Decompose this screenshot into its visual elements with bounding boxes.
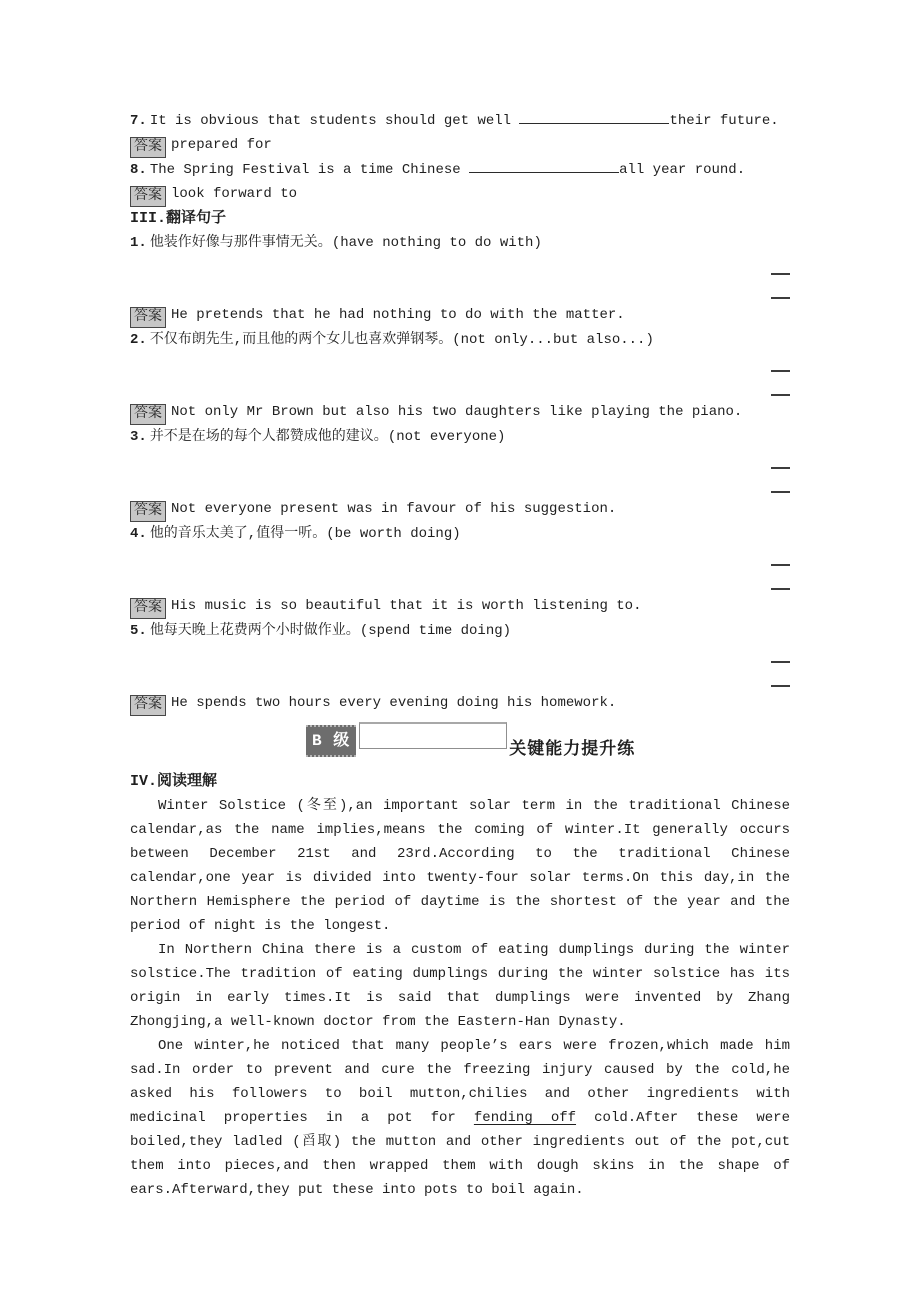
fill-blank-question-8 [130, 158, 790, 182]
answer-writing-line [130, 643, 790, 667]
prompt-chinese: 他装作好像与那件事情无关。 [149, 235, 332, 251]
answer-blank-underline [469, 159, 619, 173]
answer-label: 答案 [130, 186, 166, 207]
prompt-hint: (have nothing to do with) [331, 235, 542, 251]
line-end-dash [771, 297, 790, 299]
answer-text: Not only Mr Brown but also his two daughters like playing the piano. [171, 404, 743, 420]
answer-writing-line [130, 352, 790, 376]
answer-writing-line [130, 255, 790, 279]
question-text-after: their future. [669, 113, 779, 129]
translation-question-5 [130, 619, 790, 643]
band-caption: 关键能力提升练 [509, 741, 636, 760]
passage-paragraph-3 [130, 1034, 790, 1202]
section-heading-translation [130, 207, 790, 231]
line-end-dash [771, 661, 790, 663]
answer-row [130, 400, 790, 425]
answer-writing-line [130, 279, 790, 303]
answer-text: Not everyone present was in favour of his suggestion. [171, 501, 617, 517]
prompt-hint: (be worth doing) [326, 526, 461, 542]
prompt-chinese: 不仅布朗先生,而且他的两个女儿也喜欢弹钢琴。 [149, 332, 453, 348]
line-end-dash [771, 685, 790, 687]
answer-row [130, 133, 790, 158]
section-number: III. [130, 210, 167, 227]
answer-label: 答案 [130, 137, 166, 158]
section-title: 阅读理解 [157, 773, 218, 790]
line-end-dash [771, 370, 790, 372]
answer-writing-line [130, 473, 790, 497]
question-number: 7. [130, 113, 147, 129]
section-heading-reading [130, 770, 790, 794]
passage-text: cold.After these were boiled,they ladled (舀取) the mutton and other ingredients out of the pot,cut them into pieces,and then wrapped them with dough skins in the shape of ears.Afterward,they put these into pots to boil again. [130, 1110, 790, 1198]
question-number: 1. [130, 235, 147, 251]
answer-writing-line [130, 570, 790, 594]
underlined-phrase: fending off [473, 1110, 577, 1126]
question-number: 3. [130, 429, 147, 445]
line-end-dash [771, 394, 790, 396]
translation-question-3 [130, 425, 790, 449]
answer-label: 答案 [130, 695, 166, 716]
answer-row [130, 497, 790, 522]
passage-text: One winter,he noticed that many people’s ears were frozen,which made him sad.In order to prevent and cure the freezing injury caused by the cold,he asked his followers to boil mutton,chilies and other ingredients with medicinal properties in a pot for [130, 1038, 790, 1126]
prompt-hint: (not only...but also...) [452, 332, 654, 348]
question-number: 4. [130, 526, 147, 542]
line-end-dash [771, 588, 790, 590]
section-title: 翻译句子 [166, 210, 227, 227]
answer-label: 答案 [130, 598, 166, 619]
prompt-chinese: 他的音乐太美了,值得一听。 [149, 526, 327, 542]
question-text-after: all year round. [619, 162, 746, 178]
answer-writing-line [130, 376, 790, 400]
prompt-hint: (spend time doing) [359, 623, 512, 639]
answer-row [130, 594, 790, 619]
answer-text: look forward to [171, 186, 298, 202]
question-text-before: It is obvious that students should get well [149, 113, 520, 129]
line-end-dash [771, 491, 790, 493]
worksheet-content [130, 109, 790, 1202]
question-number: 2. [130, 332, 147, 348]
line-end-dash [771, 467, 790, 469]
question-number: 5. [130, 623, 147, 639]
answer-row [130, 691, 790, 716]
answer-label: 答案 [130, 501, 166, 522]
answer-blank-underline [519, 110, 669, 124]
prompt-chinese: 并不是在场的每个人都赞成他的建议。 [149, 429, 388, 445]
answer-row [130, 303, 790, 328]
answer-text: He spends two hours every evening doing his homework. [171, 695, 617, 711]
fill-blank-question-7 [130, 109, 790, 133]
level-b-badge: B 级 [306, 725, 356, 757]
answer-text: He pretends that he had nothing to do with the matter. [171, 307, 625, 323]
section-number: IV. [130, 773, 158, 790]
level-b-band [306, 722, 790, 768]
answer-text: prepared for [171, 137, 272, 153]
prompt-chinese: 他每天晚上花费两个小时做作业。 [149, 623, 360, 639]
question-text-before: The Spring Festival is a time Chinese [149, 162, 470, 178]
answer-writing-line [130, 449, 790, 473]
question-number: 8. [130, 162, 147, 178]
answer-writing-line [130, 667, 790, 691]
translation-question-2 [130, 328, 790, 352]
answer-writing-line [130, 546, 790, 570]
line-end-dash [771, 273, 790, 275]
prompt-hint: (not everyone) [387, 429, 506, 445]
answer-text: His music is so beautiful that it is worth listening to. [171, 598, 642, 614]
passage-paragraph-1: Winter Solstice (冬至),an important solar term in the traditional Chinese calendar,as the name implies,means the coming of winter.It generally occurs between December 21st and 23rd.According to the traditional Chinese calendar,one year is divided into twenty-four solar terms.On this day,in the Northern Hemisphere the period of daytime is the shortest of the year and the period of night is the longest. [130, 798, 790, 934]
answer-row [130, 182, 790, 207]
answer-label: 答案 [130, 307, 166, 328]
passage-paragraph-2: In Northern China there is a custom of eating dumplings during the winter solstice.The tradition of eating dumplings during the winter solstice has its origin in early times.It is said that dumplings were invented by Zhang Zhongjing,a well-known doctor from the Eastern-Han Dynasty. [130, 942, 790, 1030]
line-end-dash [771, 564, 790, 566]
band-empty-box [359, 722, 507, 749]
translation-question-1 [130, 231, 790, 255]
translation-question-4 [130, 522, 790, 546]
answer-label: 答案 [130, 404, 166, 425]
